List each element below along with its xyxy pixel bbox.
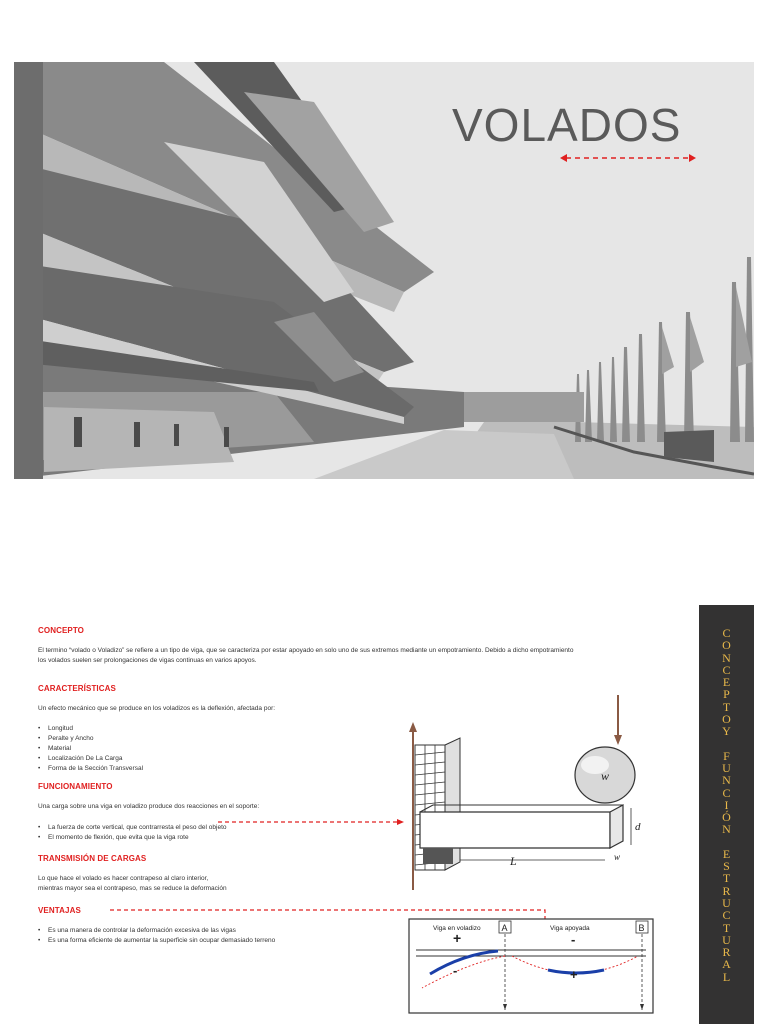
heading-funcionamiento: FUNCIONAMIENTO [38,782,113,791]
funcionamiento-intro: Una carga sobre una viga en voladizo produce dos reacciones en el soporte: [38,803,260,810]
letter: T [722,920,731,935]
vertical-title-text [699,627,754,983]
heading-caracteristicas: CARACTERÍSTICAS [38,684,116,693]
letter: C [722,662,731,677]
letter: T [722,871,731,886]
simple-beam-label: Viga apoyada [550,925,590,932]
load-label: w [601,769,610,783]
letter: N [722,773,731,788]
list-item: • Es una manera de controlar la deformación excesiva de las vigas [38,926,275,936]
list-item: • Longitud [38,724,143,734]
heading-ventajas: VENTAJAS [38,906,81,915]
letter: R [722,883,731,898]
cantilever-load-diagram [405,690,655,895]
moment-comparison-diagram [408,918,654,1014]
length-label: L [510,854,517,868]
plus-sign-beam: + [570,967,578,982]
letter: T [722,699,731,714]
letter: O [722,638,731,653]
letter: U [722,895,731,910]
letter: U [722,760,731,775]
letter: C [722,785,731,800]
letter: U [722,932,731,947]
support-a-label: A [501,923,508,933]
list-item: • Peralte y Ancho [38,734,143,744]
letter: L [722,969,731,984]
letter: C [722,908,731,923]
concepto-line-1: El termino “volado o Voladizo” se refiere a un tipo de viga, que se caracteriza por estar apoyado en solo uno de sus extremos mediante un empotramiento. Debido a dicho empotramiento [38,647,574,654]
letter: N [722,822,731,837]
minus-sign-cantilever: - [453,963,458,978]
letter: C [722,626,731,640]
letter [699,738,754,750]
letter: E [722,846,731,861]
letter: I [724,797,729,812]
letter: N [722,650,731,665]
slide-title: VOLADOS [452,99,682,151]
letter [699,836,754,848]
cantilever-label: Viga en voladizo [433,925,481,932]
width-label: w [614,852,621,862]
vertical-title-sidebar [699,605,754,1024]
transmision-line-1: Lo que hace el volado es hacer contrapeso al claro interior, [38,875,209,882]
list-item: • El momento de flexión, que evita que la viga rote [38,833,227,843]
letter: E [722,675,731,690]
letter: R [722,945,731,960]
caracteristicas-intro: Un efecto mecánico que se produce en los voladizos es la deflexión, afectada por: [38,705,276,712]
minus-sign-beam: - [571,932,576,947]
plus-sign-cantilever: + [453,930,462,946]
list-item: • Es una forma eficiente de aumentar la superficie sin ocupar demasiado terreno [38,936,275,946]
transmision-line-2: mientras mayor sea el contrapeso, mas se reduce la deformación [38,885,227,892]
depth-label: d [635,821,641,833]
concepto-line-2: los volados suelen ser prolongaciones de vigas continuas en varios apoyos. [38,657,257,664]
support-b-label: B [638,923,645,933]
letter: O [722,712,731,727]
list-item: • Material [38,744,143,754]
letter: Ó [722,810,731,825]
letter: A [722,957,731,972]
letter: S [723,859,730,874]
heading-transmision: TRANSMISIÓN DE CARGAS [38,854,147,863]
list-item: • La fuerza de corte vertical, que contrarresta el peso del objeto [38,823,227,833]
list-item: • Forma de la Sección Transversal [38,764,143,774]
letter: F [723,748,730,763]
letter: P [723,687,730,702]
letter: Y [722,724,731,739]
heading-concepto: CONCEPTO [38,626,84,635]
list-item: • Localización De La Carga [38,754,143,764]
